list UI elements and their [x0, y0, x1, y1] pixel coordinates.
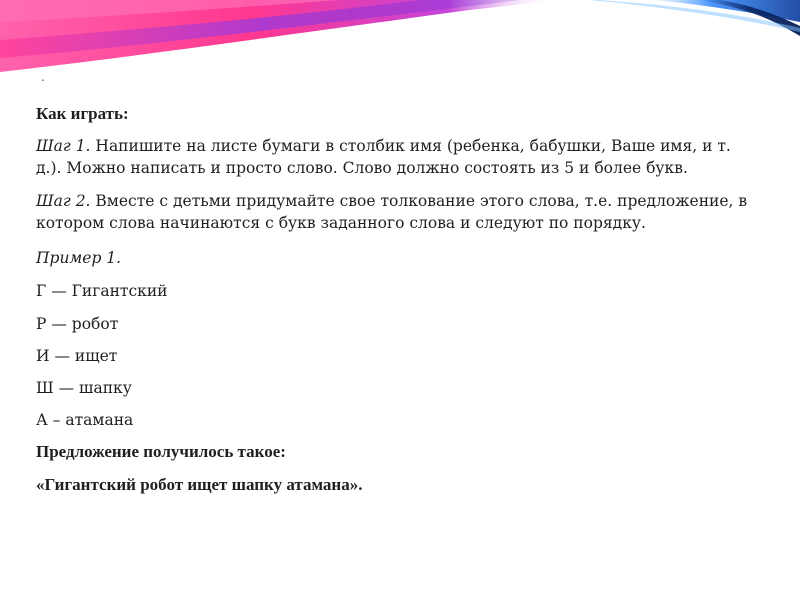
step2-text-line2: котором слова начинаются с букв заданного слова и следуют по порядку.: [36, 214, 646, 232]
step2-label: Шаг 2.: [36, 192, 91, 210]
step2-line1: [36, 192, 747, 210]
result-sentence: «Гигантский робот ищет шапку атамана».: [36, 475, 363, 494]
result-label: Предложение получилось такое:: [36, 442, 286, 461]
acrostic-line-i: И — ищет: [36, 347, 118, 365]
example-label: Пример 1.: [36, 249, 122, 267]
heading-how-to-play: Как играть:: [36, 104, 129, 123]
acrostic-line-a: А – атамана: [36, 411, 134, 429]
acrostic-line-r: Р — робот: [36, 315, 119, 333]
step1-text-line2: д.). Можно написать и просто слово. Слово должно состоять из 5 и более букв.: [36, 159, 688, 177]
decorative-ribbon-banner: [0, 0, 800, 100]
step1-line1: [36, 137, 731, 155]
acrostic-line-sh: Ш — шапку: [36, 379, 132, 397]
step1-label: Шаг 1.: [36, 137, 91, 155]
step1-text-line1: Напишите на листе бумаги в столбик имя (ребенка, бабушки, Ваше имя, и т.: [95, 137, 731, 155]
slide-marker: .: [41, 70, 45, 84]
step2-text-line1: Вместе с детьми придумайте свое толкование этого слова, т.е. предложение, в: [95, 192, 748, 210]
acrostic-line-g: Г — Гигантский: [36, 282, 168, 300]
